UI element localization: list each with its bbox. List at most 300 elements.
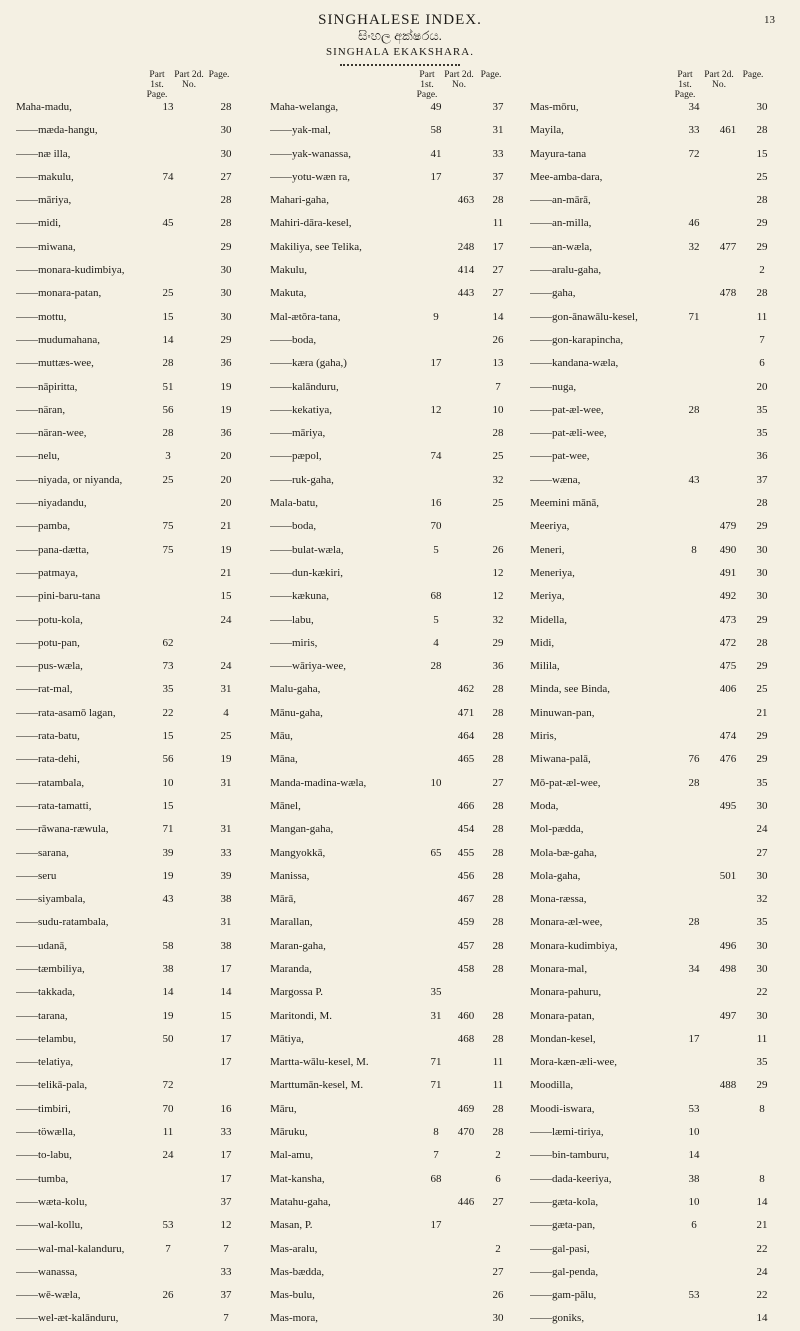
entry-part2-page: 30 [756,1009,768,1022]
entry-term: Minuwan-pan, [530,706,595,719]
entry-part2-page: 35 [756,1056,768,1069]
index-entry [530,818,786,841]
index-entry [530,422,786,445]
entry-part1-page: 51 [162,380,174,393]
entry-part2-page: 28 [492,194,504,207]
index-entry [16,236,264,259]
index-entry [530,1074,786,1097]
entry-part2-page: 15 [756,147,768,160]
entry-part2-page: 28 [756,497,768,510]
entry-term: Mahiri-dāra-kesel, [270,217,352,230]
index-entry [270,911,526,934]
index-entry [16,469,264,492]
entry-part2-page: 26 [492,333,504,346]
entry-term: ——mottu, [16,310,67,323]
index-entry [270,1098,526,1121]
entry-term: ——timbiri, [16,1102,71,1115]
index-entry [270,1307,526,1330]
entry-term: Meneriya, [530,566,575,579]
entry-part1-page: 33 [688,124,700,137]
entry-part1-page: 34 [688,962,700,975]
entry-term: Māru, [270,1102,297,1115]
entry-part2-number: 466 [457,799,475,812]
entry-term: Meemini mānā, [530,497,600,510]
index-entry [16,96,264,119]
entry-part2-page: 29 [756,613,768,626]
entry-part2-number: 457 [457,939,475,952]
index-entry [16,1284,264,1307]
entry-part2-page: 25 [756,683,768,696]
entry-term: Maritondi, M. [270,1009,333,1022]
entry-part1-page: 49 [430,101,442,113]
entry-part2-page: 28 [492,823,504,836]
entry-part2-number: 474 [719,730,737,743]
entry-part2-page: 24 [756,823,768,836]
entry-part1-page: 72 [162,1079,174,1092]
index-entry [16,376,264,399]
entry-part1-page: 71 [430,1079,442,1092]
entry-term: Mayura-tana [530,147,587,160]
entry-term: Maranda, [270,962,312,975]
entry-term: Mas-aralu, [270,1242,318,1255]
entry-part1-page: 14 [162,333,174,346]
entry-part1-page: 15 [162,730,174,743]
entry-part2-number: 458 [457,962,475,975]
entry-part2-page: 38 [220,939,232,952]
entry-term: ——tæmbiliya, [16,962,85,975]
entry-term: ——pat-æl-wee, [530,403,604,416]
index-entry [530,842,786,865]
index-entry [270,189,526,212]
entry-part1-page: 5 [433,613,439,626]
index-entry [270,469,526,492]
entry-part2-page: 36 [756,450,768,463]
index-entry [270,935,526,958]
index-entry [16,189,264,212]
entry-term: Mora-kæn-æli-wee, [530,1056,618,1069]
entry-part2-page: 19 [220,543,232,556]
index-entry [530,725,786,748]
index-entry [16,1028,264,1051]
entry-term: Manda-madina-wæla, [270,776,367,789]
entry-part2-page: 17 [220,1056,232,1069]
column-header-label: Part 1st. Page. [146,70,168,100]
entry-term: Mānu-gaha, [270,706,323,719]
index-entry [16,1144,264,1167]
entry-part2-page: 10 [492,403,504,416]
entry-term: ——makulu, [16,170,74,183]
index-entry [16,492,264,515]
index-entry [16,1261,264,1284]
entry-part1-page: 53 [162,1219,174,1232]
entry-part2-page: 24 [756,1265,768,1278]
entry-part2-page: 17 [220,1149,232,1162]
entry-term: ——niyada, or niyanda, [16,473,123,486]
entry-part2-page: 28 [492,1032,504,1045]
entry-part1-page: 38 [688,1172,700,1185]
index-entry [270,445,526,468]
entry-term: ——sarana, [16,846,69,859]
column-header-label: Part 1st. Page. [416,70,438,100]
index-entry [530,1307,786,1330]
entry-term: ——kækuna, [270,590,329,603]
index-entry [530,678,786,701]
entry-part2-page: 20 [756,380,768,393]
entry-part2-page: 32 [492,473,504,486]
index-column-1 [16,70,264,1331]
index-entry [270,399,526,422]
entry-term: Midi, [530,636,555,649]
index-entry [270,352,526,375]
index-entry [16,119,264,142]
index-entry [16,795,264,818]
entry-term: ——rat-mal, [16,683,73,696]
entry-part2-page: 29 [492,636,504,649]
entry-part2-page: 17 [492,240,504,253]
index-entry [16,1307,264,1330]
entry-term: ——miwana, [16,240,76,253]
entry-part1-page: 26 [162,1289,174,1302]
index-entry [530,1191,786,1214]
entry-part2-page: 12 [492,590,504,603]
column-header-label: Part 1st. Page. [674,70,696,100]
entry-part1-page: 31 [430,1009,442,1022]
entry-part2-page: 25 [756,170,768,183]
column-header [530,70,786,100]
entry-part2-page: 28 [492,427,504,440]
entry-part2-page: 39 [220,869,232,882]
entry-term: ——wal-kollu, [16,1219,83,1232]
index-entry [530,1168,786,1191]
entry-term: Māna, [270,753,298,766]
entry-term: ——dun-kækiri, [270,566,344,579]
entry-part2-page: 11 [492,1056,504,1069]
entry-part2-page: 11 [756,310,768,323]
entry-term: ——kalānduru, [270,380,339,393]
entry-part2-page: 30 [756,543,768,556]
entry-part2-number: 479 [719,520,737,533]
entry-term: ——wel-æt-kalānduru, [16,1312,119,1325]
index-entry [16,259,264,282]
index-entry [270,678,526,701]
entry-term: Mas-mōru, [530,101,579,113]
entry-part2-page: 28 [492,893,504,906]
column-header [16,70,264,100]
entry-part2-page: 35 [756,776,768,789]
entry-term: Minda, see Binda, [530,683,611,696]
column-header [270,70,526,100]
index-entry [270,702,526,725]
column-header-label: Page. [742,70,764,80]
index-entry [16,445,264,468]
index-entry [270,1005,526,1028]
index-column-3 [530,70,786,1331]
index-entry [16,888,264,911]
entry-term: ——an-wæla, [530,240,593,253]
entry-term: ——pat-æli-wee, [530,427,607,440]
entry-term: ——nāpiritta, [16,380,78,393]
entry-part1-page: 62 [162,636,174,649]
entry-term: ——seru [16,869,57,882]
entry-part1-page: 6 [691,1219,697,1232]
entry-term: ——pæpol, [270,450,322,463]
index-entry [16,1074,264,1097]
entry-part2-page: 29 [756,240,768,253]
entry-part1-page: 7 [433,1149,439,1162]
entry-term: Mānel, [270,799,301,812]
entry-term: Mō-pat-æl-wee, [530,776,601,789]
index-entry [530,585,786,608]
index-entry [530,1144,786,1167]
index-entry [16,1168,264,1191]
index-entry [530,1261,786,1284]
entry-term: ——wal-mal-kalanduru, [16,1242,125,1255]
entry-part1-page: 50 [162,1032,174,1045]
entry-part1-page: 12 [430,403,442,416]
entry-part2-number: 498 [719,962,737,975]
entry-part1-page: 14 [162,986,174,999]
entry-part2-page: 32 [756,893,768,906]
index-entry [270,818,526,841]
entry-term: ——boda, [270,520,317,533]
index-entry [270,632,526,655]
entry-term: ——telatiya, [16,1056,74,1069]
entry-term: ——māriya, [16,194,72,207]
entry-part1-page: 73 [162,660,174,673]
entry-part2-number: 475 [719,660,737,673]
entry-term: ——miris, [270,636,318,649]
index-entry [16,632,264,655]
entry-part2-page: 29 [220,240,232,253]
entry-part1-page: 41 [430,147,442,160]
entry-term: ——monara-patan, [16,287,102,300]
entry-term: Moda, [530,799,559,812]
entry-part1-page: 58 [162,939,174,952]
entry-part2-page: 28 [492,846,504,859]
entry-term: ——tarana, [16,1009,68,1022]
index-entry [16,748,264,771]
index-entry [530,1098,786,1121]
entry-part1-page: 74 [430,450,442,463]
column-header-label: Page. [208,70,230,80]
entry-part2-page: 28 [492,753,504,766]
entry-part2-page: 33 [220,1265,232,1278]
entry-part2-page: 30 [756,566,768,579]
entry-part1-page: 71 [162,823,174,836]
entry-part2-page: 6 [495,1172,501,1185]
entry-part2-page: 35 [756,916,768,929]
entry-part2-number: 446 [457,1195,475,1208]
entry-part2-number: 470 [457,1126,475,1139]
entry-part2-number: 463 [457,194,475,207]
index-entry [530,1121,786,1144]
entry-part1-page: 19 [162,1009,174,1022]
entry-part2-page: 6 [759,357,765,370]
index-entry [270,259,526,282]
entry-part2-page: 37 [492,101,504,113]
entry-part2-number: 462 [457,683,475,696]
entry-part2-page: 19 [220,403,232,416]
entry-part2-page: 27 [492,264,504,277]
index-entry [530,96,786,119]
entry-part2-number: 488 [719,1079,737,1092]
entry-part2-page: 36 [220,357,232,370]
column-header-label: Page. [480,70,502,80]
index-entry [270,1261,526,1284]
entry-part2-page: 8 [759,1172,765,1185]
entry-term: ——rata-tamatti, [16,799,92,812]
index-entry [270,143,526,166]
entry-term: ——læmi-tiriya, [530,1126,604,1139]
entry-part2-page: 30 [756,799,768,812]
entry-part2-page: 28 [492,962,504,975]
entry-term: Mal-ætōra-tana, [270,310,341,323]
entry-part2-page: 7 [759,333,765,346]
entry-term: Malu-gaha, [270,683,321,696]
entry-part1-page: 70 [162,1102,174,1115]
entry-part1-page: 65 [430,846,442,859]
entry-term: ——bulat-wæla, [270,543,344,556]
entry-part2-page: 33 [492,147,504,160]
entry-part2-page: 21 [756,1219,768,1232]
entry-part2-page: 28 [492,1102,504,1115]
entry-term: ——takkada, [16,986,75,999]
entry-part1-page: 14 [688,1149,700,1162]
entry-part1-page: 53 [688,1102,700,1115]
entry-term: Monara-kudimbiya, [530,939,618,952]
entry-part1-page: 35 [162,683,174,696]
entry-part2-page: 14 [756,1195,768,1208]
index-entry [530,911,786,934]
index-entry [270,166,526,189]
entry-term: Margossa P. [270,986,323,999]
entry-term: ——nelu, [16,450,60,463]
index-entry [530,539,786,562]
index-entry [270,1144,526,1167]
entry-part1-page: 10 [430,776,442,789]
index-entry [16,515,264,538]
entry-part1-page: 74 [162,170,174,183]
index-entry [16,678,264,701]
entry-term: ——tumba, [16,1172,69,1185]
entry-term: Monara-patan, [530,1009,595,1022]
index-entry [270,96,526,119]
index-entry [270,865,526,888]
entry-part2-page: 11 [492,1079,504,1092]
index-entry [270,492,526,515]
index-entry [16,958,264,981]
entry-part2-page: 37 [492,170,504,183]
entry-term: ——dada-keeriya, [530,1172,612,1185]
index-entry [270,212,526,235]
index-entry [16,562,264,585]
entry-part1-page: 10 [688,1195,700,1208]
entry-part2-page: 2 [759,264,765,277]
entry-part1-page: 17 [688,1032,700,1045]
entry-part2-page: 31 [220,916,232,929]
entry-part1-page: 43 [688,473,700,486]
entry-part1-page: 17 [430,170,442,183]
entry-part2-page: 28 [756,287,768,300]
index-entry [530,329,786,352]
entry-part1-page: 58 [430,124,442,137]
entry-part2-page: 12 [220,1219,232,1232]
entry-term: Matahu-gaha, [270,1195,331,1208]
entry-part2-page: 30 [220,287,232,300]
index-entry [16,282,264,305]
entry-part2-page: 33 [220,846,232,859]
entry-part2-number: 471 [457,706,475,719]
entry-part2-page: 30 [756,590,768,603]
entry-part2-number: 467 [457,893,475,906]
entry-part1-page: 25 [162,473,174,486]
entry-part2-number: 476 [719,753,737,766]
entry-part1-page: 15 [162,799,174,812]
index-entry [530,958,786,981]
entry-part1-page: 3 [165,450,171,463]
index-entry [530,1284,786,1307]
decorative-rule [340,64,460,66]
entry-part2-page: 7 [223,1242,229,1255]
entry-term: ——yak-wanassa, [270,147,351,160]
index-entry [270,1191,526,1214]
entry-part1-page: 28 [162,357,174,370]
entry-part2-page: 31 [220,683,232,696]
entry-term: Māu, [270,730,293,743]
entry-part2-page: 30 [492,1312,504,1325]
entry-term: Moodi-iswara, [530,1102,595,1115]
entry-part2-number: 497 [719,1009,737,1022]
index-entry [270,1168,526,1191]
entry-part1-page: 75 [162,520,174,533]
entry-term: ——pus-wæla, [16,660,83,673]
entry-part2-page: 28 [220,217,232,230]
entry-term: ——patmaya, [16,566,79,579]
entry-part2-page: 14 [756,1312,768,1325]
entry-part2-page: 33 [220,1126,232,1139]
entry-part2-page: 27 [492,1195,504,1208]
entry-term: Mangan-gaha, [270,823,334,836]
page-number: 13 [764,14,775,26]
entry-part2-page: 35 [756,427,768,440]
entry-part2-page: 27 [492,776,504,789]
entry-part2-page: 28 [492,683,504,696]
entry-term: ——nuga, [530,380,577,393]
entry-part2-page: 30 [756,101,768,113]
entry-part2-page: 29 [756,217,768,230]
entry-term: Mayila, [530,124,564,137]
column-header-label: Part 2d. No. [174,70,204,90]
index-entry [530,259,786,282]
index-entry [530,515,786,538]
entry-part2-page: 28 [756,124,768,137]
index-entry [16,1121,264,1144]
entry-part2-number: 465 [457,753,475,766]
entry-part2-page: 32 [492,613,504,626]
entry-part2-page: 30 [220,147,232,160]
index-entry [16,306,264,329]
page-title: SINGHALESE INDEX. [318,12,482,28]
index-entry [530,166,786,189]
index-entry [530,212,786,235]
entry-part2-page: 28 [492,1126,504,1139]
entry-term: ——labu, [270,613,314,626]
entry-part2-page: 14 [220,986,232,999]
entry-term: ——näran-wee, [16,427,87,440]
entry-part2-page: 21 [756,706,768,719]
entry-part2-page: 29 [756,753,768,766]
entry-part2-number: 456 [457,869,475,882]
